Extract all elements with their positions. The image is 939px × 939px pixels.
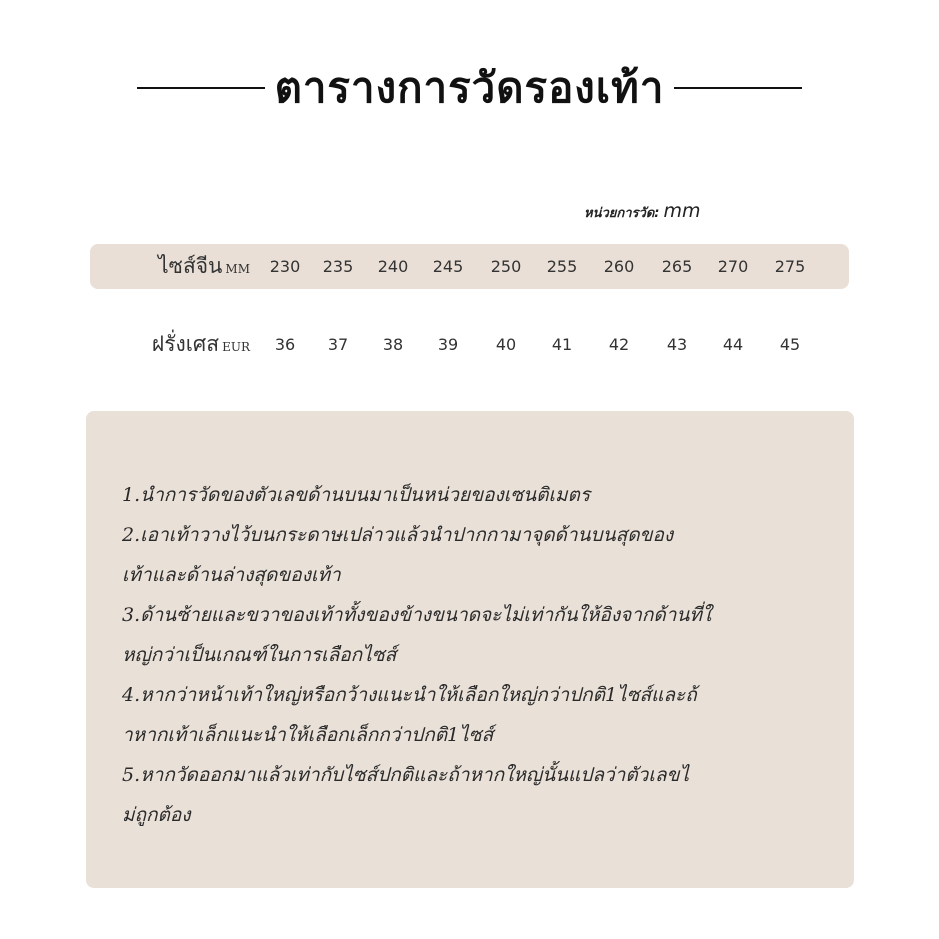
size-cell: 260: [603, 257, 635, 276]
unit-indicator: [584, 200, 701, 223]
row-label: [90, 328, 255, 361]
instruction-line: เท้าและด้านล่างสุดของเท้า: [122, 564, 341, 586]
instruction-line: ม่ถูกต้อง: [122, 804, 191, 826]
size-cell: 44: [722, 335, 744, 354]
row-label: [90, 250, 255, 283]
size-cell: 45: [779, 335, 801, 354]
instruction-line: หญ่กว่าเป็นเกณฑ์ในการเลือกไซส์: [122, 644, 397, 666]
row-label-unit: MM: [225, 262, 250, 276]
row-label-unit: EUR: [222, 340, 250, 354]
size-cell: 235: [322, 257, 354, 276]
instructions-panel: [86, 411, 854, 888]
unit-value: mm: [663, 200, 701, 222]
size-row-china: [90, 244, 849, 289]
size-row-eur: [90, 322, 849, 367]
instruction-line: 4.หากว่าหน้าเท้าใหญ่หรือกว้างแนะนำให้เลือกใหญ่กว่าปกติ1ไซส์และถ้: [122, 684, 697, 706]
size-cell: 255: [546, 257, 578, 276]
title-row: [0, 58, 939, 118]
instruction-line: 2.เอาเท้าวางไว้บนกระดาษเปล่าวแล้วนำปากกามาจุดด้านบนสุดของ: [122, 524, 674, 546]
size-cell: 230: [269, 257, 301, 276]
page-title: ตารางการวัดรองเท้า: [274, 63, 665, 112]
size-cell: 40: [495, 335, 517, 354]
size-cell: 42: [608, 335, 630, 354]
size-cell: 38: [382, 335, 404, 354]
size-cells: [255, 322, 849, 367]
instructions-list: [122, 475, 842, 835]
title-right-rule: [674, 87, 802, 89]
title-left-rule: [137, 87, 265, 89]
instruction-line: าหากเท้าเล็กแนะนำให้เลือกเล็กกว่าปกติ1ไซส์: [122, 724, 494, 746]
size-cell: 275: [774, 257, 806, 276]
row-label-main: ฝรั่งเศส: [151, 332, 220, 356]
size-cell: 245: [432, 257, 464, 276]
size-cell: 270: [717, 257, 749, 276]
size-cell: 36: [274, 335, 296, 354]
size-cell: 250: [490, 257, 522, 276]
unit-label: หน่วยการวัด:: [584, 206, 660, 221]
instruction-line: 1.นำการวัดของตัวเลขด้านบนมาเป็นหน่วยของเซนติเมตร: [122, 484, 591, 506]
size-cell: 39: [437, 335, 459, 354]
instruction-line: 5.หากวัดออกมาแล้วเท่ากับไซส์ปกติและถ้าหากใหญ่นั้นแปลว่าตัวเลขไ: [122, 764, 690, 786]
instruction-line: 3.ด้านซ้ายและขวาของเท้าทั้งของข้างขนาดจะไม่เท่ากันให้อิงจากด้านที่ใ: [122, 604, 712, 626]
size-cell: 37: [327, 335, 349, 354]
size-cells: [255, 244, 849, 289]
size-cell: 43: [666, 335, 688, 354]
size-cell: 265: [661, 257, 693, 276]
row-label-main: ไซส์จีน: [158, 254, 223, 278]
size-cell: 41: [551, 335, 573, 354]
size-cell: 240: [377, 257, 409, 276]
